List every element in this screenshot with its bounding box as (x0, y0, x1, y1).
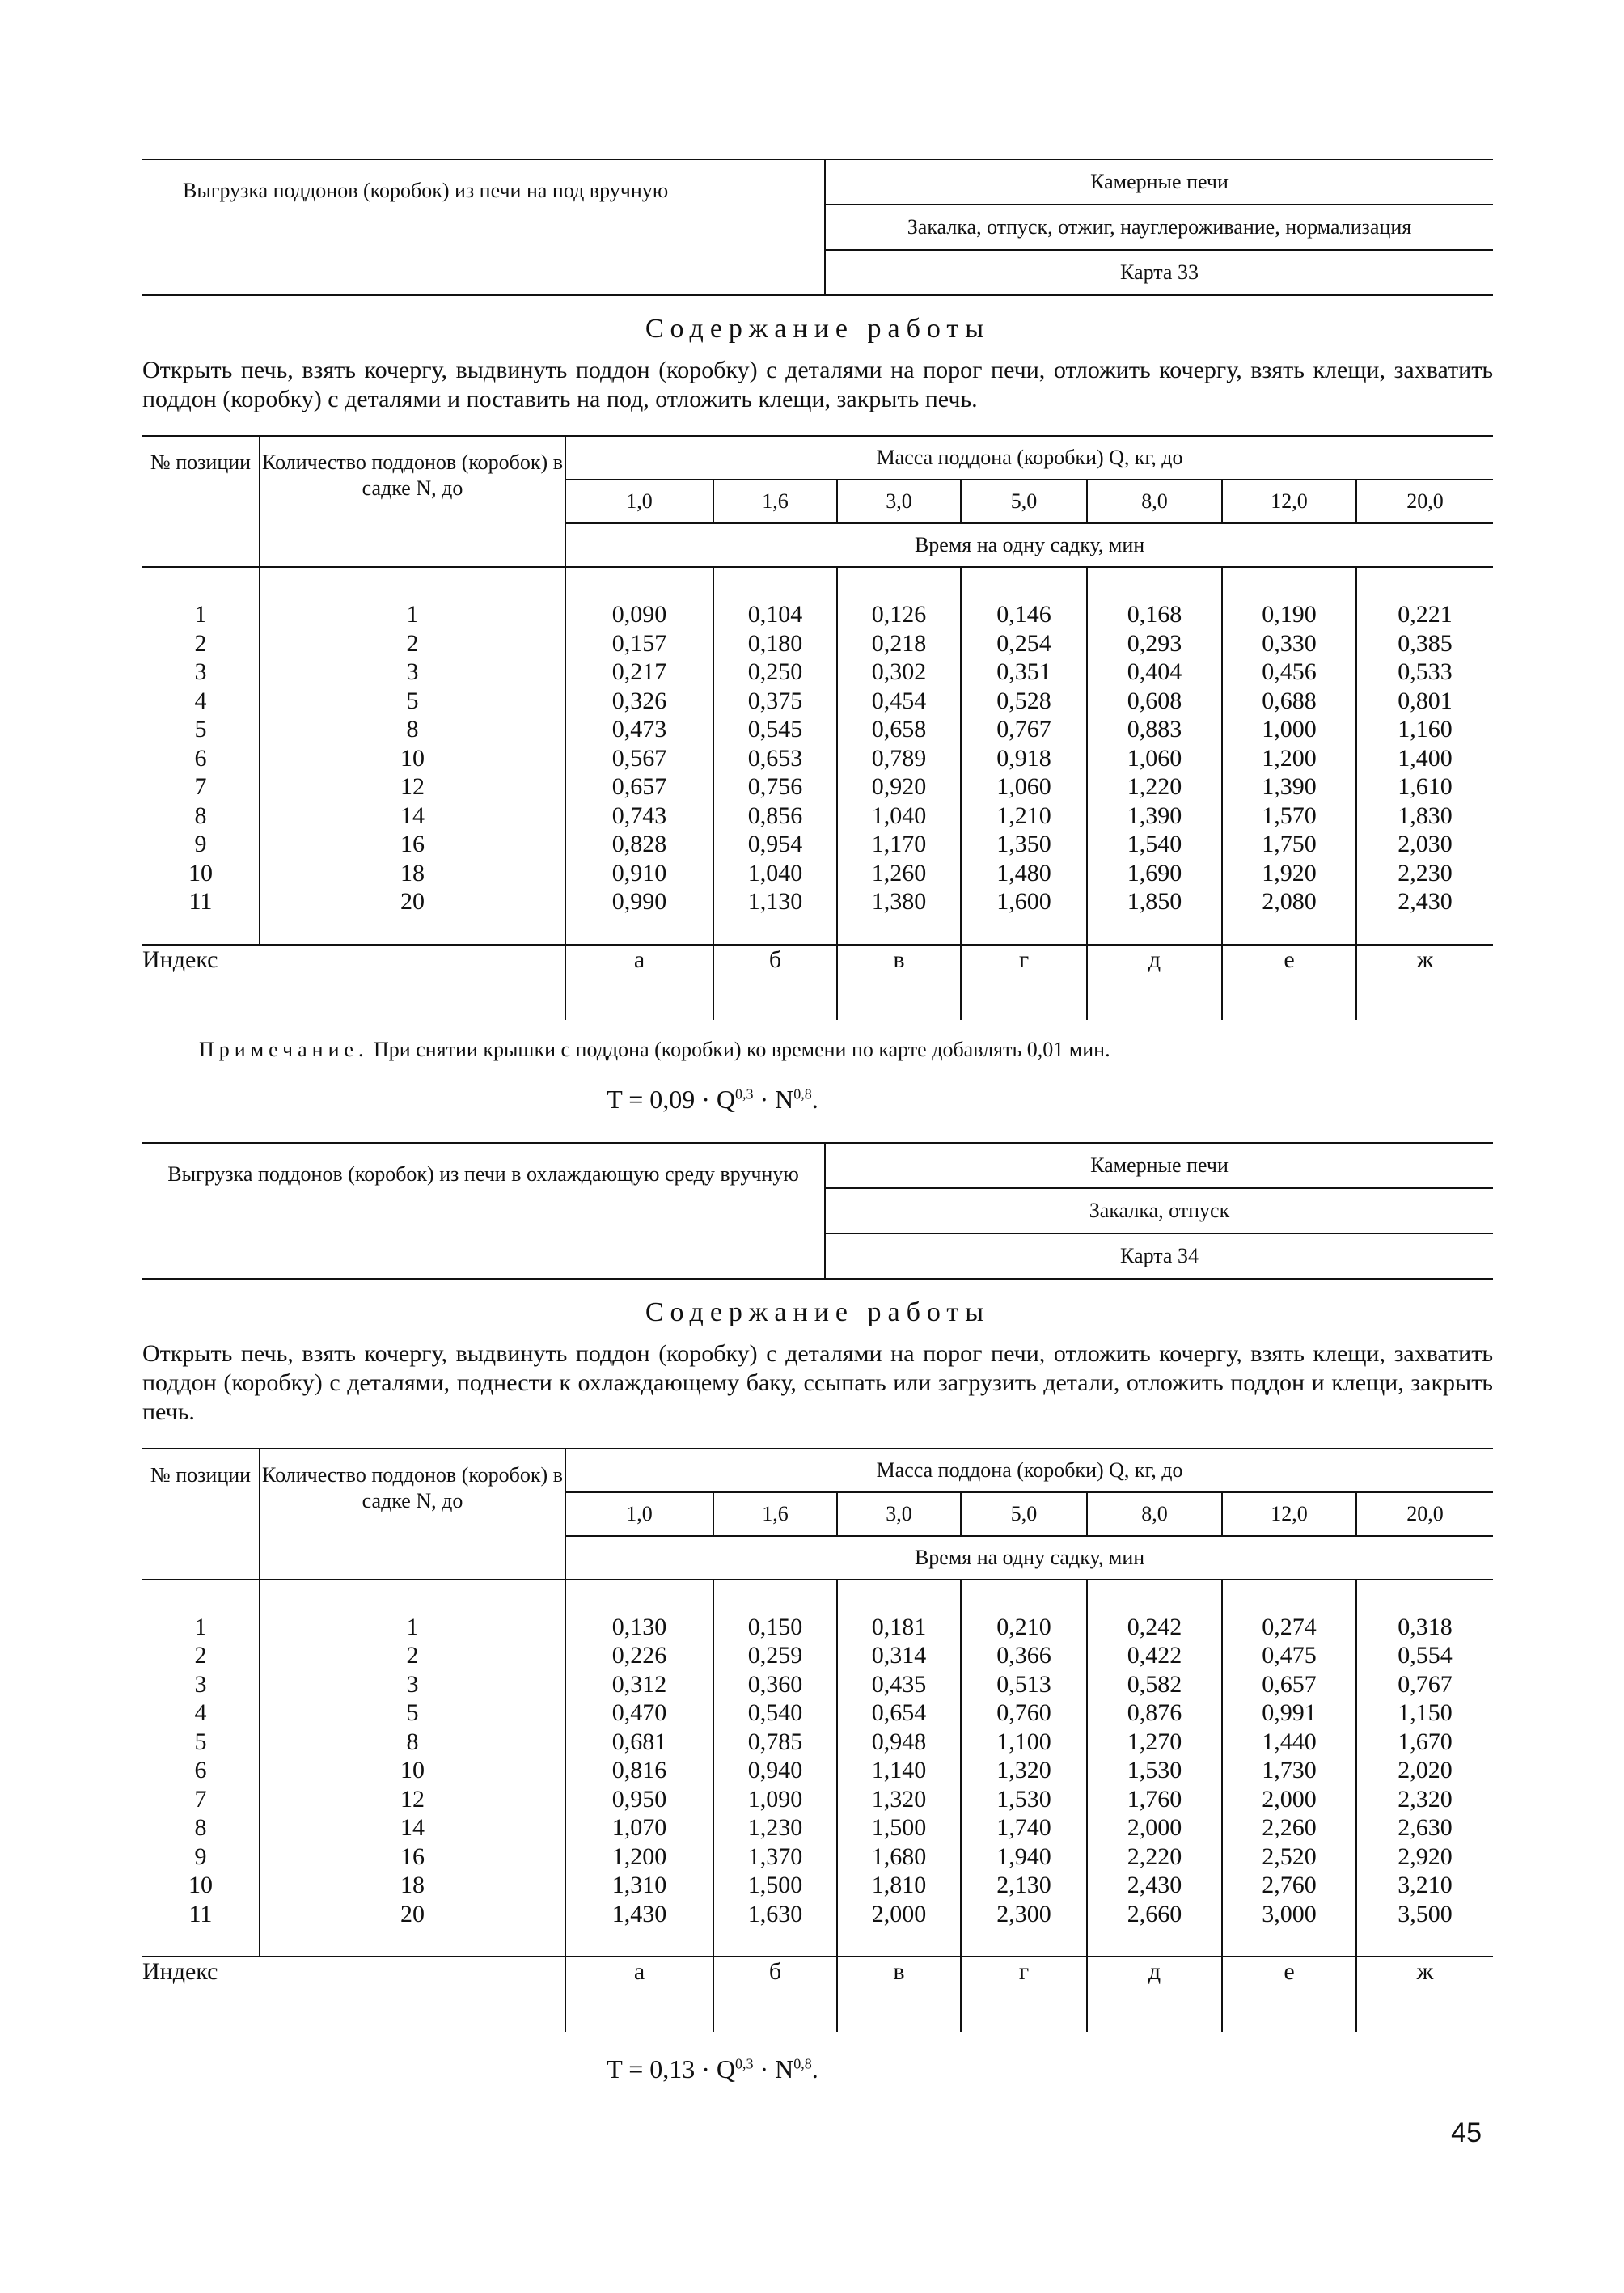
table-cell: 0,540 (747, 1699, 803, 1726)
table-cell: 0,582 (1127, 1670, 1182, 1698)
formula-exponent: 0,3 (735, 2055, 754, 2072)
formula-exponent: 0,8 (793, 1085, 812, 1102)
card34-furnace-type: Камерные печи (826, 1144, 1493, 1189)
table-cell: 0,150 (747, 1613, 803, 1640)
table-cell: 0,180 (747, 629, 803, 657)
table-cell: 16 (400, 1842, 425, 1870)
index-label: Индекс (142, 945, 565, 1020)
time-header: Время на одну садку, мин (565, 523, 1493, 567)
card34-card-number: Карта 34 (1120, 1243, 1199, 1267)
time-column (1356, 1580, 1493, 1957)
index-value: д (1087, 1957, 1222, 2032)
card34-header (142, 1142, 1493, 1280)
card34-operations: Закалка, отпуск (826, 1189, 1493, 1234)
time-column (565, 1580, 713, 1957)
formula-exponent: 0,8 (793, 2055, 812, 2072)
mass-value: 8,0 (1087, 1492, 1222, 1536)
mass-value: 5,0 (961, 1492, 1087, 1536)
table-cell: 1,320 (996, 1757, 1051, 1783)
table-cell: 5 (406, 1699, 419, 1726)
table-cell: 18 (400, 1872, 425, 1898)
count-list (260, 1580, 565, 1957)
table-cell: 2,000 (1262, 1785, 1317, 1813)
table-cell: 0,991 (1262, 1699, 1317, 1726)
mass-value: 3,0 (837, 1492, 961, 1536)
card34-section-title: Содержание работы (645, 1297, 991, 1327)
table-cell: 2,430 (1398, 888, 1453, 915)
table-cell: 0,221 (1398, 601, 1453, 628)
table-cell: 0,168 (1127, 601, 1182, 628)
table-cell: 14 (400, 1814, 425, 1841)
table-cell: 1,480 (996, 859, 1051, 886)
table-cell: 1,040 (747, 859, 803, 886)
table-cell: 0,654 (871, 1699, 927, 1726)
index-value: г (961, 945, 1087, 1020)
table-cell: 0,688 (1262, 687, 1317, 714)
table-cell: 1,380 (871, 888, 927, 915)
table-cell: 3 (194, 658, 207, 685)
card33-section-title: Содержание работы (645, 314, 991, 344)
time-column (713, 567, 837, 945)
table-cell: 1,200 (1262, 744, 1317, 772)
time-column (837, 567, 961, 945)
table-cell: 2,660 (1127, 1900, 1182, 1927)
table-cell: 0,293 (1127, 629, 1182, 657)
table-cell: 6 (194, 1757, 207, 1783)
table-cell: 0,856 (747, 802, 803, 829)
table-cell: 0,743 (611, 802, 667, 829)
table-cell: 0,608 (1127, 687, 1182, 714)
table-cell: 1,500 (871, 1814, 927, 1841)
table-cell: 1,440 (1262, 1728, 1317, 1755)
table-cell: 0,470 (611, 1699, 667, 1726)
col-position-header: № позиции (142, 436, 260, 567)
mass-header: Масса поддона (коробки) Q, кг, до (565, 1449, 1493, 1492)
table-cell: 20 (400, 1900, 425, 1927)
table-cell: 1,920 (1262, 859, 1317, 886)
table-cell: 2 (194, 629, 207, 657)
card33-table (142, 435, 1493, 1020)
card33-note (142, 1038, 1493, 1062)
table-cell: 2,000 (1127, 1814, 1182, 1841)
time-column (713, 1580, 837, 1957)
time-column (1222, 567, 1356, 945)
table-cell: 1 (406, 601, 419, 628)
table-cell: 0,816 (611, 1757, 667, 1783)
table-cell: 9 (194, 1842, 207, 1870)
table-cell: 0,351 (996, 658, 1051, 685)
table-cell: 0,681 (611, 1728, 667, 1755)
table-cell: 5 (406, 687, 419, 714)
table-cell: 3,210 (1398, 1872, 1453, 1898)
table-cell: 3 (406, 658, 419, 685)
table-cell: 2,230 (1398, 859, 1453, 886)
index-value: б (713, 1957, 837, 2032)
time-column (1222, 1580, 1356, 1957)
table-cell: 1,570 (1262, 802, 1317, 829)
table-cell: 1,090 (747, 1785, 803, 1813)
table-cell: 10 (400, 1757, 425, 1783)
table-cell: 0,454 (871, 687, 927, 714)
table-cell: 0,217 (611, 658, 667, 685)
table-cell: 0,218 (871, 629, 927, 657)
table-cell: 0,250 (747, 658, 803, 685)
table-cell: 8 (406, 716, 419, 742)
table-cell: 0,760 (996, 1699, 1051, 1726)
table-cell: 1,220 (1127, 773, 1182, 800)
index-value: д (1087, 945, 1222, 1020)
table-cell: 7 (194, 773, 207, 800)
table-cell: 2,130 (996, 1872, 1051, 1898)
col-count-header: Количество поддонов (коробок) в садке N, до (260, 436, 565, 567)
table-cell: 1,170 (871, 831, 927, 857)
index-value: а (565, 1957, 713, 2032)
table-cell: 2,300 (996, 1900, 1051, 1927)
table-cell: 2,520 (1262, 1842, 1317, 1870)
table-cell: 0,756 (747, 773, 803, 800)
table-cell: 1,540 (1127, 831, 1182, 857)
table-cell: 0,126 (871, 601, 927, 628)
table-cell: 0,533 (1398, 658, 1453, 685)
table-cell: 2,760 (1262, 1872, 1317, 1898)
table-cell: 1,040 (871, 802, 927, 829)
table-cell: 10 (400, 744, 425, 772)
table-cell: 1,210 (996, 802, 1051, 829)
table-cell: 11 (188, 888, 213, 915)
table-cell: 4 (194, 687, 207, 714)
table-cell: 0,876 (1127, 1699, 1182, 1726)
table-cell: 5 (194, 1728, 207, 1755)
card33-header-right (826, 160, 1493, 294)
formula-end: . (811, 2054, 818, 2084)
table-cell: 3,000 (1262, 1900, 1317, 1927)
time-column (837, 1580, 961, 1957)
table-cell: 0,360 (747, 1670, 803, 1698)
table-cell: 1,680 (871, 1842, 927, 1870)
table-cell: 1,750 (1262, 831, 1317, 857)
table-cell: 0,090 (611, 601, 667, 628)
table-cell: 1,610 (1398, 773, 1453, 800)
table-cell: 1,260 (871, 859, 927, 886)
table-cell: 0,567 (611, 744, 667, 772)
col-position-header: № позиции (142, 1449, 260, 1580)
table-cell: 0,653 (747, 744, 803, 772)
table-cell: 0,330 (1262, 629, 1317, 657)
table-cell: 0,314 (871, 1642, 927, 1669)
table-cell: 0,210 (996, 1613, 1051, 1640)
table-cell: 1,400 (1398, 744, 1453, 772)
mass-value: 1,6 (713, 1492, 837, 1536)
mass-value: 3,0 (837, 480, 961, 523)
card34-work-content: Открыть печь, взять кочергу, выдвинуть поддон (коробку) с деталями на порог печи, отложить кочергу, взять клещи, захватить поддон (коробку) с деталями, поднести к охлаждающему баку, ссыпать или загрузить детали, отложить поддон и клещи, закрыть печь. (142, 1339, 1493, 1425)
table-cell: 1,760 (1127, 1785, 1182, 1813)
index-value: г (961, 1957, 1087, 2032)
table-cell: 8 (406, 1728, 419, 1755)
table-cell: 0,657 (1262, 1670, 1317, 1698)
table-cell: 1,430 (611, 1900, 667, 1927)
table-cell: 2,030 (1398, 831, 1453, 857)
index-value: б (713, 945, 837, 1020)
col-count-header: Количество поддонов (коробок) в садке N, до (260, 1449, 565, 1580)
table-cell: 1,670 (1398, 1728, 1453, 1755)
table-cell: 0,910 (611, 859, 667, 886)
position-list (142, 567, 260, 945)
table-cell: 6 (194, 744, 207, 772)
table-cell: 1,150 (1398, 1699, 1453, 1726)
table-cell: 1,810 (871, 1872, 927, 1898)
table-cell: 1,530 (1127, 1757, 1182, 1783)
card34-header-right (826, 1144, 1493, 1278)
card33-operation-title: Выгрузка поддонов (коробок) из печи на под вручную (142, 160, 826, 294)
table-cell: 11 (188, 1900, 213, 1927)
table-cell: 0,326 (611, 687, 667, 714)
table-cell: 0,254 (996, 629, 1051, 657)
table-cell: 0,435 (871, 1670, 927, 1698)
mass-value: 1,0 (565, 1492, 713, 1536)
table-cell: 0,190 (1262, 601, 1317, 628)
time-column (1087, 567, 1222, 945)
table-cell: 1,140 (871, 1757, 927, 1783)
mass-value: 12,0 (1222, 480, 1356, 523)
table-cell: 0,130 (611, 1613, 667, 1640)
index-value: в (837, 1957, 961, 2032)
table-cell: 2,430 (1127, 1872, 1182, 1898)
mass-header: Масса поддона (коробки) Q, кг, до (565, 436, 1493, 480)
mass-value: 8,0 (1087, 480, 1222, 523)
formula-mid: · N (753, 2054, 794, 2084)
table-cell: 1,940 (996, 1842, 1051, 1870)
table-cell: 1 (406, 1613, 419, 1640)
table-cell: 0,226 (611, 1642, 667, 1669)
table-cell: 1,100 (996, 1728, 1051, 1755)
table-cell: 18 (400, 859, 425, 886)
table-cell: 1,730 (1262, 1757, 1317, 1783)
index-value: в (837, 945, 961, 1020)
table-cell: 1,070 (611, 1814, 667, 1841)
table-cell: 0,657 (611, 773, 667, 800)
table-cell: 0,918 (996, 744, 1051, 772)
table-cell: 8 (194, 1814, 207, 1841)
table-cell: 2 (406, 1642, 419, 1669)
table-cell: 0,104 (747, 601, 803, 628)
table-cell: 0,990 (611, 888, 667, 915)
time-column (961, 1580, 1087, 1957)
card33-furnace-type: Камерные печи (826, 160, 1493, 205)
table-cell: 0,385 (1398, 629, 1453, 657)
table-cell: 0,312 (611, 1670, 667, 1698)
time-header: Время на одну садку, мин (565, 1536, 1493, 1580)
table-cell: 0,456 (1262, 658, 1317, 685)
table-cell: 2,020 (1398, 1757, 1453, 1783)
index-label: Индекс (142, 1957, 565, 2032)
table-cell: 0,302 (871, 658, 927, 685)
card33-values (142, 567, 1493, 1020)
table-cell: 0,658 (871, 716, 927, 742)
table-cell: 0,475 (1262, 1642, 1317, 1669)
card33-operations: Закалка, отпуск, отжиг, науглероживание, нормализация (826, 205, 1493, 251)
table-cell: 1,600 (996, 888, 1051, 915)
table-cell: 1,740 (996, 1814, 1051, 1841)
formula-end: . (811, 1084, 818, 1114)
table-cell: 2 (194, 1642, 207, 1669)
mass-value: 12,0 (1222, 1492, 1356, 1536)
table-cell: 0,920 (871, 773, 927, 800)
table-cell: 16 (400, 831, 425, 857)
table-cell: 1 (194, 601, 207, 628)
table-cell: 1,230 (747, 1814, 803, 1841)
table-cell: 2,260 (1262, 1814, 1317, 1841)
card34-values (142, 1580, 1493, 2033)
time-column (1356, 567, 1493, 945)
table-cell: 0,789 (871, 744, 927, 772)
table-cell: 1,200 (611, 1842, 667, 1870)
card34-formula (142, 2054, 1493, 2084)
table-cell: 3,500 (1398, 1900, 1453, 1927)
table-cell: 2,320 (1398, 1785, 1453, 1813)
table-cell: 0,883 (1127, 716, 1182, 742)
table-cell: 1,690 (1127, 859, 1182, 886)
table-cell: 14 (400, 802, 425, 829)
table-cell: 0,157 (611, 629, 667, 657)
table-cell: 0,767 (1398, 1670, 1453, 1698)
formula-lead: T = 0,09 · Q (607, 1084, 735, 1114)
formula-exponent: 0,3 (735, 1085, 754, 1102)
formula-lead: T = 0,13 · Q (607, 2054, 735, 2084)
table-cell: 0,422 (1127, 1642, 1182, 1669)
table-cell: 0,375 (747, 687, 803, 714)
table-cell: 0,940 (747, 1757, 803, 1783)
table-cell: 0,318 (1398, 1613, 1453, 1640)
table-cell: 2,000 (871, 1900, 927, 1927)
table-cell: 1,390 (1127, 802, 1182, 829)
mass-value: 5,0 (961, 480, 1087, 523)
table-cell: 1,000 (1262, 716, 1317, 742)
time-column (565, 567, 713, 945)
table-cell: 1,530 (996, 1785, 1051, 1813)
index-value: ж (1416, 1958, 1434, 1985)
table-cell: 1,130 (747, 888, 803, 915)
table-cell: 5 (194, 716, 207, 742)
table-cell: 0,404 (1127, 658, 1182, 685)
table-cell: 1,060 (1127, 744, 1182, 772)
table-cell: 2,630 (1398, 1814, 1453, 1841)
card34-operation-title: Выгрузка поддонов (коробок) из печи в охлаждающую среду вручную (142, 1144, 826, 1278)
card33-card-number: Карта 33 (1120, 260, 1199, 284)
table-cell: 0,181 (871, 1613, 927, 1640)
table-cell: 0,366 (996, 1642, 1051, 1669)
table-cell: 1,350 (996, 831, 1051, 857)
table-cell: 9 (194, 831, 207, 857)
table-cell: 10 (188, 1872, 213, 1898)
card33-header (142, 159, 1493, 296)
index-value: а (565, 945, 713, 1020)
table-cell: 0,948 (871, 1728, 927, 1755)
table-cell: 0,513 (996, 1670, 1051, 1698)
table-cell: 1 (194, 1613, 207, 1640)
table-cell: 1,630 (747, 1900, 803, 1927)
table-cell: 10 (188, 859, 213, 886)
table-cell: 0,554 (1398, 1642, 1453, 1669)
formula-mid: · N (753, 1084, 794, 1114)
table-cell: 0,950 (611, 1785, 667, 1813)
note-label: Примечание. (199, 1037, 369, 1061)
table-cell: 1,830 (1398, 802, 1453, 829)
table-cell: 1,850 (1127, 888, 1182, 915)
index-value: е (1222, 1957, 1356, 2032)
table-cell: 1,370 (747, 1842, 803, 1870)
card33-work-content: Открыть печь, взять кочергу, выдвинуть поддон (коробку) с деталями на порог печи, отложить кочергу, взять клещи, захватить поддон (коробку) с деталями и поставить на под, отложить клещи, закрыть печь. (142, 357, 1493, 412)
time-column (961, 567, 1087, 945)
table-cell: 0,242 (1127, 1613, 1182, 1640)
index-value: ж (1416, 946, 1434, 973)
table-cell: 2,080 (1262, 888, 1317, 915)
mass-value: 20,0 (1356, 1492, 1493, 1536)
table-cell: 0,146 (996, 601, 1051, 628)
table-cell: 3 (406, 1670, 419, 1698)
position-list (142, 1580, 260, 1957)
table-cell: 0,274 (1262, 1613, 1317, 1640)
table-cell: 1,270 (1127, 1728, 1182, 1755)
table-cell: 2 (406, 629, 419, 657)
count-list (260, 567, 565, 945)
table-cell: 1,160 (1398, 716, 1453, 742)
table-cell: 0,473 (611, 716, 667, 742)
page-number: 45 (1451, 2117, 1482, 2148)
table-cell: 0,828 (611, 831, 667, 857)
mass-value: 1,0 (565, 480, 713, 523)
time-column (1087, 1580, 1222, 1957)
table-cell: 1,500 (747, 1872, 803, 1898)
page (142, 159, 1493, 2084)
table-cell: 1,320 (871, 1785, 927, 1813)
table-cell: 0,801 (1398, 687, 1453, 714)
table-cell: 1,310 (611, 1872, 667, 1898)
table-cell: 0,528 (996, 687, 1051, 714)
table-cell: 0,767 (996, 716, 1051, 742)
table-cell: 0,545 (747, 716, 803, 742)
index-value: е (1222, 945, 1356, 1020)
table-cell: 2,220 (1127, 1842, 1182, 1870)
table-cell: 12 (400, 1785, 425, 1813)
table-cell: 1,060 (996, 773, 1051, 800)
note-text: При снятии крышки с поддона (коробки) ко времени по карте добавлять 0,01 мин. (374, 1037, 1110, 1061)
table-cell: 1,390 (1262, 773, 1317, 800)
table-cell: 0,259 (747, 1642, 803, 1669)
card34-table (142, 1448, 1493, 2033)
mass-value: 20,0 (1356, 480, 1493, 523)
table-cell: 20 (400, 888, 425, 915)
table-cell: 2,920 (1398, 1842, 1453, 1870)
table-cell: 4 (194, 1699, 207, 1726)
table-cell: 8 (194, 802, 207, 829)
mass-value: 1,6 (713, 480, 837, 523)
table-cell: 0,954 (747, 831, 803, 857)
table-cell: 7 (194, 1785, 207, 1813)
table-cell: 12 (400, 773, 425, 800)
table-cell: 3 (194, 1670, 207, 1698)
table-cell: 0,785 (747, 1728, 803, 1755)
card33-formula (142, 1085, 1493, 1115)
